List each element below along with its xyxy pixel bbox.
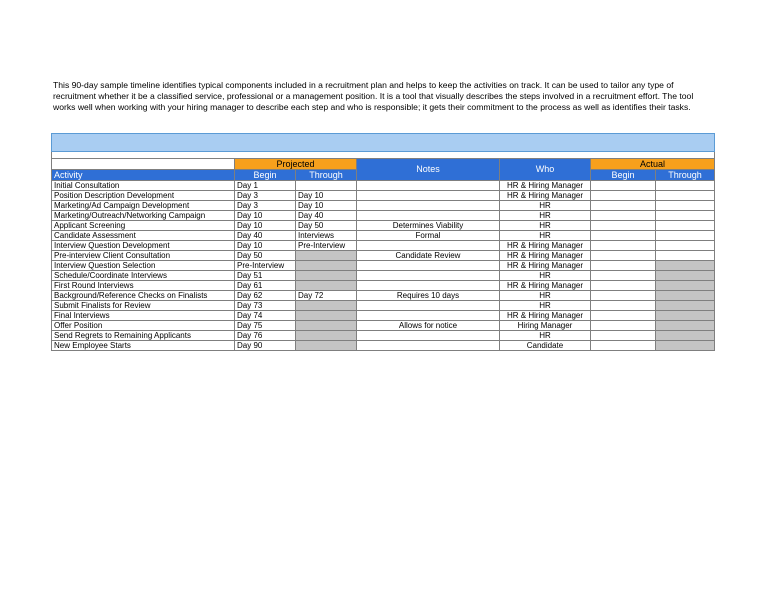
activity-header: Activity: [52, 170, 235, 181]
notes-cell: Requires 10 days: [357, 291, 500, 301]
through-cell: [296, 251, 357, 261]
who-cell: HR: [500, 211, 591, 221]
table-row: [52, 271, 715, 281]
actual-through-cell: [656, 211, 715, 221]
actual-through-cell: [656, 231, 715, 241]
who-cell: HR: [500, 301, 591, 311]
actual-begin-cell: [591, 321, 656, 331]
timeline-table: [51, 133, 715, 351]
table-row: [52, 191, 715, 201]
who-header: Who: [500, 159, 591, 181]
who-cell: HR & Hiring Manager: [500, 251, 591, 261]
who-cell: HR & Hiring Manager: [500, 191, 591, 201]
who-cell: HR: [500, 201, 591, 211]
actual-begin-cell: [591, 241, 656, 251]
notes-cell: Formal: [357, 231, 500, 241]
spacer-cell: [52, 152, 715, 159]
through-cell: [296, 321, 357, 331]
table-row: [52, 241, 715, 251]
title-bar-row: [52, 134, 715, 152]
table-row: [52, 311, 715, 321]
notes-cell: [357, 201, 500, 211]
notes-cell: [357, 311, 500, 321]
who-cell: HR: [500, 291, 591, 301]
who-cell: HR & Hiring Manager: [500, 261, 591, 271]
actual-begin-cell: [591, 251, 656, 261]
notes-cell: Candidate Review: [357, 251, 500, 261]
actual-begin-cell: [591, 261, 656, 271]
actual-begin-cell: [591, 301, 656, 311]
table-row: [52, 261, 715, 271]
notes-cell: [357, 341, 500, 351]
actual-begin-cell: [591, 311, 656, 321]
actual-header: Actual: [591, 159, 715, 170]
who-cell: HR & Hiring Manager: [500, 241, 591, 251]
begin-cell: Day 61: [235, 281, 296, 291]
who-cell: Candidate: [500, 341, 591, 351]
title-bar: [52, 134, 715, 152]
actual-begin-cell: [591, 271, 656, 281]
table-row: [52, 231, 715, 241]
actual-begin-cell: [591, 331, 656, 341]
intro-paragraph: This 90-day sample timeline identifies typical components included in a recruitment plan and helps to keep the activities on track. It can be used to tailor any type of recruitment whether it be a classified service, professional or a management position. It is a tool that visually describes the steps involved in a recruitment effort. The tool works well when working with your hiring manager to describe each step and who is responsible; it gets their commitment to the process as well as identifies their tasks.: [53, 80, 694, 112]
actual-begin-cell: [591, 221, 656, 231]
activity-cell: Pre-interview Client Consultation: [52, 251, 235, 261]
begin-cell: Day 51: [235, 271, 296, 281]
begin-cell: Day 75: [235, 321, 296, 331]
who-cell: HR & Hiring Manager: [500, 181, 591, 191]
activity-cell: Schedule/Coordinate Interviews: [52, 271, 235, 281]
activity-cell: Initial Consultation: [52, 181, 235, 191]
actual-begin-cell: [591, 341, 656, 351]
actual-through-cell: [656, 291, 715, 301]
who-cell: HR: [500, 331, 591, 341]
table-row: [52, 291, 715, 301]
notes-cell: Allows for notice: [357, 321, 500, 331]
actual-begin-cell: [591, 291, 656, 301]
table-row: [52, 281, 715, 291]
who-cell: HR: [500, 221, 591, 231]
through-cell: [296, 281, 357, 291]
table-row: [52, 321, 715, 331]
through-cell: Day 10: [296, 191, 357, 201]
activity-cell: Final Interviews: [52, 311, 235, 321]
begin-cell: Day 3: [235, 191, 296, 201]
activity-cell: First Round Interviews: [52, 281, 235, 291]
table-row: [52, 251, 715, 261]
actual-through-cell: [656, 251, 715, 261]
activity-cell: Background/Reference Checks on Finalists: [52, 291, 235, 301]
actual-begin-cell: [591, 281, 656, 291]
actual-through-cell: [656, 241, 715, 251]
table-row: [52, 301, 715, 311]
who-cell: HR & Hiring Manager: [500, 281, 591, 291]
actual-through-cell: [656, 201, 715, 211]
table-row: [52, 201, 715, 211]
notes-header: Notes: [357, 159, 500, 181]
notes-cell: [357, 191, 500, 201]
activity-cell: Send Regrets to Remaining Applicants: [52, 331, 235, 341]
actual-through-cell: [656, 311, 715, 321]
through-cell: [296, 261, 357, 271]
activity-cell: Marketing/Outreach/Networking Campaign: [52, 211, 235, 221]
notes-cell: [357, 211, 500, 221]
activity-cell: Applicant Screening: [52, 221, 235, 231]
begin-cell: Day 1: [235, 181, 296, 191]
actual-through-cell: [656, 191, 715, 201]
through-cell: [296, 331, 357, 341]
begin-cell: Day 10: [235, 241, 296, 251]
begin-cell: Day 40: [235, 231, 296, 241]
through-cell: Interviews: [296, 231, 357, 241]
through-cell: Pre-Interview: [296, 241, 357, 251]
who-cell: Hiring Manager: [500, 321, 591, 331]
actual-begin-cell: [591, 211, 656, 221]
header-blank-cell: [52, 159, 235, 170]
actual-through-cell: [656, 331, 715, 341]
begin-cell: Day 10: [235, 221, 296, 231]
actual-through-cell: [656, 321, 715, 331]
activity-cell: New Employee Starts: [52, 341, 235, 351]
actual-through-cell: [656, 301, 715, 311]
begin-cell: Day 10: [235, 211, 296, 221]
table-row: [52, 331, 715, 341]
begin-cell: Day 90: [235, 341, 296, 351]
begin-cell: Pre-Interview: [235, 261, 296, 271]
actual-begin-header: Begin: [591, 170, 656, 181]
actual-through-cell: [656, 271, 715, 281]
spacer-row: [52, 152, 715, 159]
actual-begin-cell: [591, 231, 656, 241]
begin-cell: Day 74: [235, 311, 296, 321]
activity-cell: Position Description Development: [52, 191, 235, 201]
begin-cell: Day 73: [235, 301, 296, 311]
actual-through-cell: [656, 261, 715, 271]
through-cell: Day 72: [296, 291, 357, 301]
through-cell: Day 10: [296, 201, 357, 211]
activity-cell: Marketing/Ad Campaign Development: [52, 201, 235, 211]
who-cell: HR: [500, 271, 591, 281]
actual-begin-cell: [591, 191, 656, 201]
actual-through-cell: [656, 281, 715, 291]
notes-cell: [357, 271, 500, 281]
table-row: [52, 221, 715, 231]
projected-through-header: Through: [296, 170, 357, 181]
actual-through-header: Through: [656, 170, 715, 181]
notes-cell: [357, 181, 500, 191]
notes-cell: [357, 331, 500, 341]
notes-cell: Determines Viability: [357, 221, 500, 231]
through-cell: Day 50: [296, 221, 357, 231]
activity-cell: Submit Finalists for Review: [52, 301, 235, 311]
through-cell: [296, 341, 357, 351]
through-cell: [296, 311, 357, 321]
header-row-1: [52, 159, 715, 170]
begin-cell: Day 3: [235, 201, 296, 211]
projected-begin-header: Begin: [235, 170, 296, 181]
actual-begin-cell: [591, 181, 656, 191]
who-cell: HR: [500, 231, 591, 241]
begin-cell: Day 76: [235, 331, 296, 341]
notes-cell: [357, 281, 500, 291]
activity-cell: Candidate Assessment: [52, 231, 235, 241]
begin-cell: Day 50: [235, 251, 296, 261]
table-row: [52, 341, 715, 351]
through-cell: Day 40: [296, 211, 357, 221]
notes-cell: [357, 241, 500, 251]
timeline-spreadsheet: [51, 133, 714, 351]
activity-cell: Offer Position: [52, 321, 235, 331]
through-cell: [296, 181, 357, 191]
notes-cell: [357, 301, 500, 311]
actual-begin-cell: [591, 201, 656, 211]
table-row: [52, 181, 715, 191]
notes-cell: [357, 261, 500, 271]
actual-through-cell: [656, 341, 715, 351]
begin-cell: Day 62: [235, 291, 296, 301]
through-cell: [296, 301, 357, 311]
through-cell: [296, 271, 357, 281]
actual-through-cell: [656, 221, 715, 231]
activity-cell: Interview Question Selection: [52, 261, 235, 271]
activity-cell: Interview Question Development: [52, 241, 235, 251]
actual-through-cell: [656, 181, 715, 191]
table-row: [52, 211, 715, 221]
who-cell: HR & Hiring Manager: [500, 311, 591, 321]
projected-header: Projected: [235, 159, 357, 170]
